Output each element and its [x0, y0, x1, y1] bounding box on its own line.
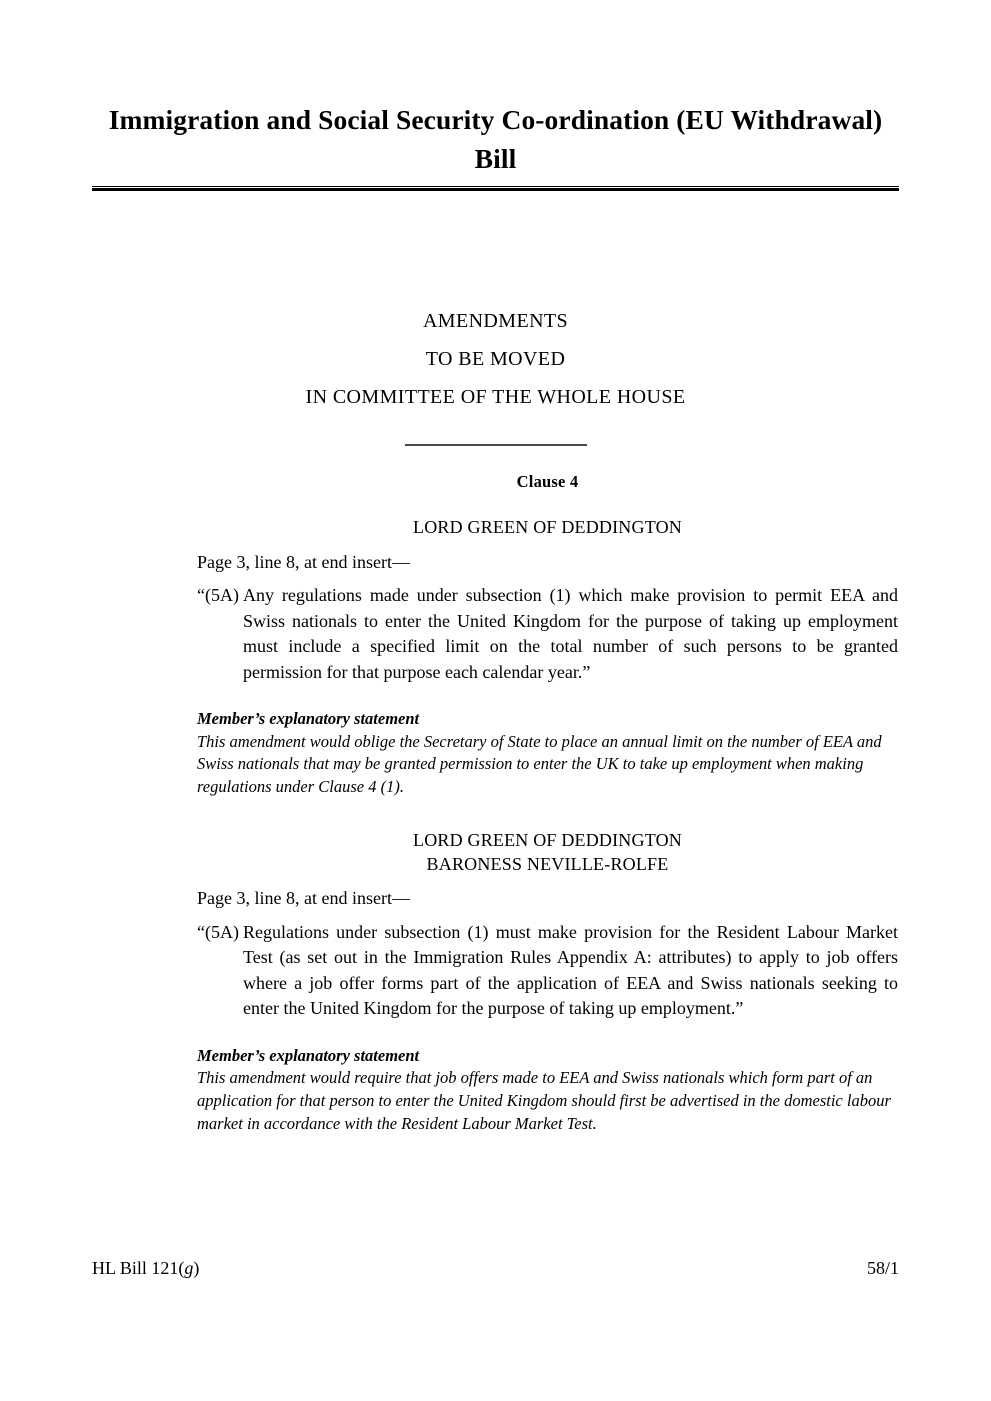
amendment-number: “(5A) — [197, 585, 239, 606]
section-divider — [92, 436, 899, 454]
bill-reference-prefix: HL Bill 121( — [92, 1258, 185, 1278]
short-rule — [405, 444, 587, 446]
sponsor-name: LORD GREEN OF DEDDINGTON — [413, 517, 682, 537]
explanatory-statement — [197, 708, 898, 799]
masthead — [92, 100, 899, 191]
amendments-header-line-3: IN COMMITTEE OF THE WHOLE HOUSE — [305, 386, 686, 408]
amendment-text-paragraph — [197, 920, 898, 1022]
page-footer — [92, 1258, 899, 1279]
explanatory-statement-heading: Member’s explanatory statement — [197, 709, 420, 729]
amendments-header-line-1: AMENDMENTS — [422, 310, 569, 332]
page-number: 58/1 — [866, 1258, 899, 1278]
block-spacer — [197, 799, 898, 829]
explanatory-statement-text: This amendment would require that job offers made to EEA and Swiss nationals which form part of an application for that person to enter the United Kingdom should first be advertised in the domestic labour market in accordance with the Resident Labour Market Test. — [197, 1068, 891, 1133]
bill-reference-close-paren: ) — [193, 1258, 200, 1278]
amendments-header — [92, 302, 899, 454]
bill-title: Immigration and Social Security Co-ordination (EU Withdrawal) Bill — [108, 104, 883, 175]
body-column — [197, 472, 898, 1135]
explanatory-statement — [197, 1045, 898, 1136]
masthead-double-rule — [92, 186, 899, 191]
page-line-reference: Page 3, line 8, at end insert— — [197, 888, 410, 909]
sponsor-list — [197, 829, 898, 877]
amendments-header-line-2: TO BE MOVED — [425, 348, 566, 370]
amendment-block — [197, 516, 898, 799]
amendment-block — [197, 829, 898, 1136]
bill-reference — [92, 1258, 199, 1279]
amendment-body-text: Any regulations made under subsection (1) which make provision to permit EEA and Swiss nationals to enter the United Kingdom for the purpose of taking up employment must include a specified limit on the total number of such persons to be granted permission for that purpose each calendar year.” — [243, 585, 898, 682]
amendment-body-text: Regulations under subsection (1) must make provision for the Resident Labour Market Test (as set out in the Immigration Rules Appendix A: attributes) to apply to job offers where a job offer forms part of the application of EEA and Swiss nationals seeking to enter the United Kingdom for the purpose of taking up employment.” — [243, 921, 898, 1019]
amendment-text-paragraph — [197, 583, 898, 685]
explanatory-statement-heading: Member’s explanatory statement — [197, 1045, 420, 1065]
amendment-number: “(5A) — [197, 921, 239, 942]
sponsor-list — [197, 516, 898, 540]
explanatory-statement-text: This amendment would oblige the Secretary of State to place an annual limit on the number of EEA and Swiss nationals that may be granted permission to enter the UK to take up employment when making regulations under Clause 4 (1). — [197, 731, 882, 797]
bill-reference-suffix-letter: g — [184, 1258, 194, 1278]
sponsor-name: BARONESS NEVILLE-ROLFE — [426, 853, 669, 874]
clause-heading: Clause 4 — [516, 472, 579, 491]
sponsor-name: LORD GREEN OF DEDDINGTON — [413, 829, 682, 850]
page-line-reference: Page 3, line 8, at end insert— — [197, 551, 410, 572]
